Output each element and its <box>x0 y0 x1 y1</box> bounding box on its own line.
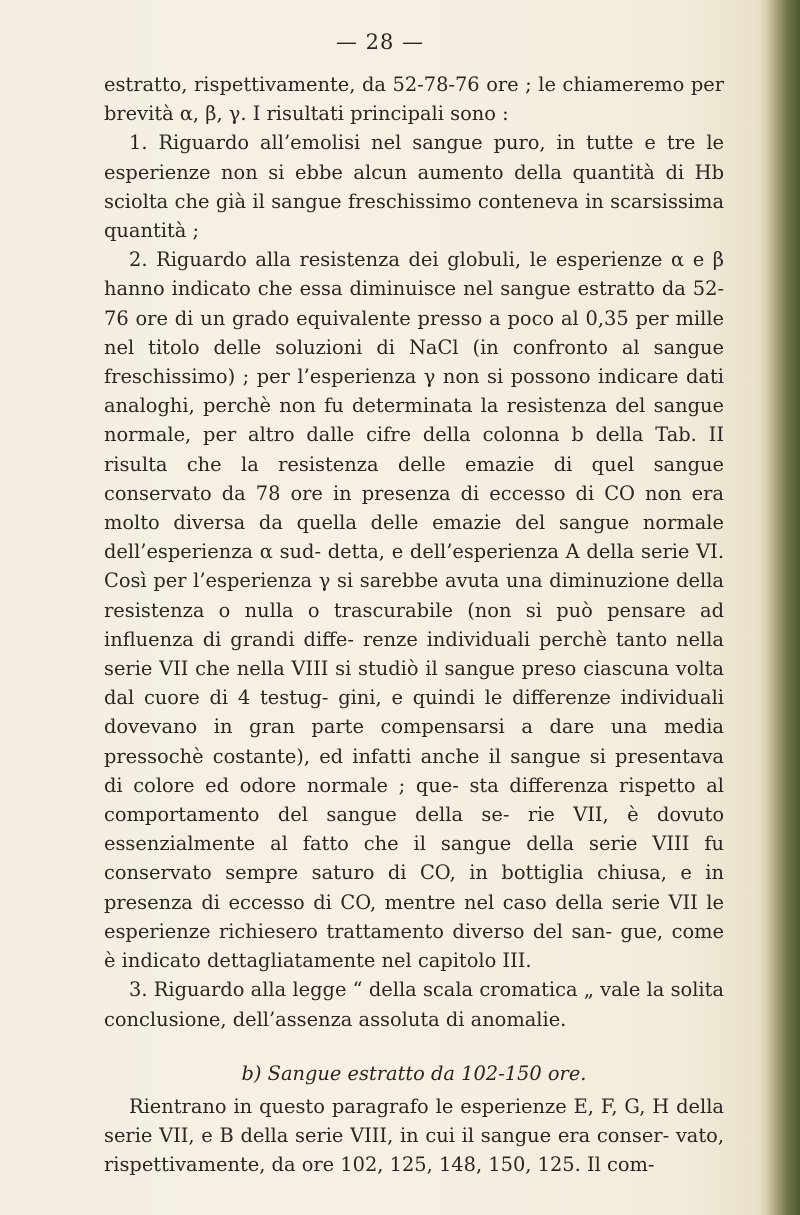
page-number: — 28 — <box>335 30 425 54</box>
intro-paragraph: estratto, rispettivamente, da 52-78-76 ore ; le chiameremo per brevità α, β, γ. I risultati principali sono : <box>104 73 724 126</box>
page-binding-edge <box>758 0 800 1215</box>
section-heading-text: b) Sangue estratto da 102-150 ore. <box>241 1061 587 1085</box>
point-1-paragraph: 1. Riguardo all’emolisi nel sangue puro, in tutte e tre le esperienze non si ebbe alcun aumento della quantità di Hb sciolta che già il sangue freschissimo conteneva in scarsissima quantità ; <box>104 131 724 243</box>
section-b-paragraph: Rientrano in questo paragrafo le esperienze E, F, G, H della serie VII, e B della serie VIII, in cui il sangue era conser- vato, rispettivamente, da ore 102, 125, 148, 150, 125. Il com- <box>104 1094 724 1177</box>
section-heading <box>104 1059 724 1088</box>
point-2-paragraph: 2. Riguardo alla resistenza dei globuli, le esperienze α e β hanno indicato che essa diminuisce nel sangue estratto da 52-76 ore di un grado equivalente presso a poco al 0,35 per mille nel titolo delle soluzioni di NaCl (in confronto al sangue freschissimo) ; per l’esperienza γ non si possono indicare dati analoghi, perchè non fu determinata la resistenza del sangue normale, per altro dalle cifre della colonna b della Tab. II risulta che la resistenza delle emazie di quel sangue conservato da 78 ore in presenza di eccesso di CO non era molto diversa da quella delle emazie del sangue normale dell’esperienza α sud- detta, e dell’esperienza A della serie VI. Così per l’esperienza γ si sarebbe avuta una diminuzione della resistenza o nulla o trascurabile (non si può pensare ad influenza di grandi diffe- renze individuali perchè tanto nella serie VII che nella VIII si studiò il sangue preso ciascuna volta dal cuore di 4 testug- gini, e quindi le differenze individuali dovevano in gran parte compensarsi a dare una media pressochè costante), ed infatti anche il sangue si presentava di colore ed odore normale ; que- sta differenza rispetto al comportamento del sangue della se- rie VII, è dovuto essenzialmente al fatto che il sangue della serie VIII fu conservato sempre saturo di CO, in bottiglia chiusa, e in presenza di eccesso di CO, mentre nel caso della serie VII le esperienze richiesero trattamento diverso del san- gue, come è indicato dettagliatamente nel capitolo III. <box>104 248 724 973</box>
body-text <box>104 70 724 1180</box>
point-3-paragraph: 3. Riguardo alla legge “ della scala cromatica „ vale la solita conclusione, dell’assenza assoluta di anomalie. <box>104 978 724 1031</box>
